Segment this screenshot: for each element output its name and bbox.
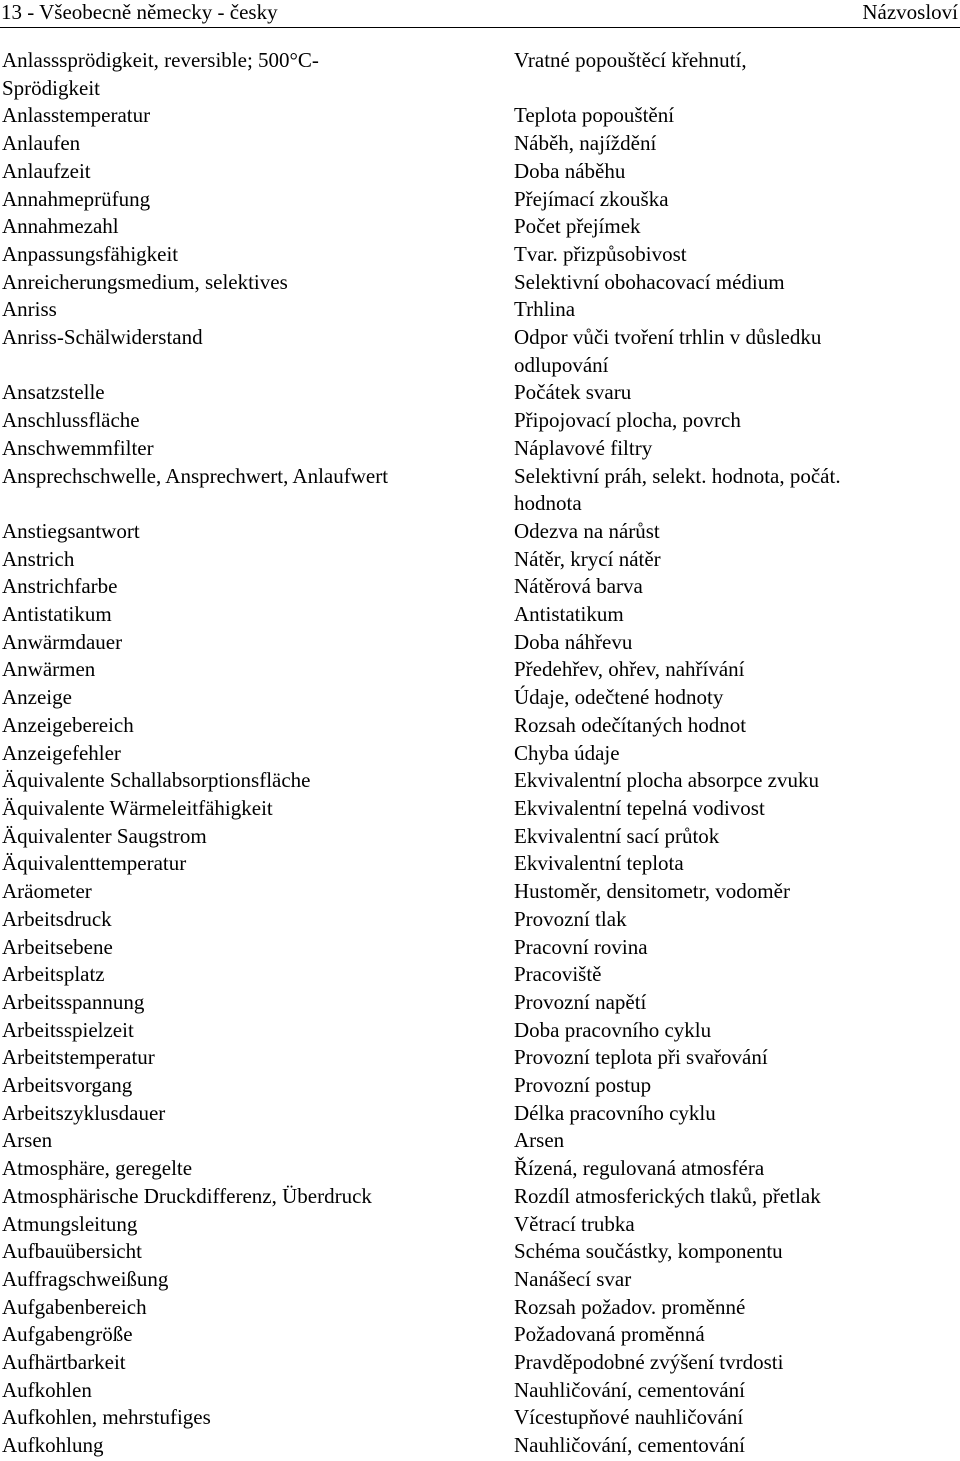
german-term: Anpassungsfähigkeit: [2, 241, 179, 266]
czech-term: Vícestupňové nauhličování: [514, 1405, 744, 1430]
german-term: Ansprechschwelle, Ansprechwert, Anlaufwert: [2, 463, 389, 488]
czech-term: Nauhličování, cementování: [514, 1377, 745, 1402]
german-term: Aufkohlen, mehrstufiges: [2, 1405, 211, 1430]
czech-term: Doba pracovního cyklu: [514, 1017, 712, 1042]
glossary-row: [0, 1404, 960, 1432]
glossary-row: [0, 47, 960, 102]
czech-term: Pracovní rovina: [514, 934, 648, 959]
czech-term: Počátek svaru: [514, 380, 632, 405]
glossary-row: [0, 435, 960, 463]
czech-term: Připojovací plocha, povrch: [514, 408, 741, 433]
german-term: Atmosphäre, geregelte: [2, 1156, 193, 1181]
glossary-row: [0, 878, 960, 906]
czech-term: Pracoviště: [514, 962, 602, 987]
glossary-row: [0, 1266, 960, 1294]
german-term: Atmosphärische Druckdifferenz, Überdruck: [2, 1183, 372, 1208]
glossary-row: [0, 823, 960, 851]
czech-term: Provozní tlak: [514, 906, 627, 931]
glossary-row: [0, 269, 960, 297]
german-term: Arbeitsspielzeit: [2, 1017, 134, 1042]
glossary-row: [0, 463, 960, 518]
czech-term: Rozsah požadov. proměnné: [514, 1294, 746, 1319]
german-term: Anwärmdauer: [2, 629, 123, 654]
czech-term: Provozní teplota při svařování: [514, 1045, 768, 1070]
czech-term: Odpor vůči tvoření trhlin v důsledku odlupování: [514, 325, 822, 377]
german-term: Aräometer: [2, 879, 92, 904]
czech-term: Přejímací zkouška: [514, 186, 669, 211]
czech-term: Údaje, odečtené hodnoty: [514, 685, 724, 710]
german-term: Anstrichfarbe: [2, 574, 118, 599]
czech-term: Chyba údaje: [514, 740, 620, 765]
glossary-row: [0, 241, 960, 269]
glossary-row: [0, 1183, 960, 1211]
czech-term: Počet přejímek: [514, 214, 641, 239]
czech-term: Ekvivalentní sací průtok: [514, 823, 720, 848]
czech-term: Pravděpodobné zvýšení tvrdosti: [514, 1350, 784, 1375]
german-term: Äquivalente Wärmeleitfähigkeit: [2, 795, 273, 820]
czech-term: Rozdíl atmosferických tlaků, přetlak: [514, 1183, 821, 1208]
czech-term: Provozní postup: [514, 1073, 652, 1098]
czech-term: Arsen: [514, 1128, 565, 1153]
glossary-row: [0, 850, 960, 878]
czech-term: Náplavové filtry: [514, 435, 653, 460]
czech-term: Požadovaná proměnná: [514, 1322, 705, 1347]
glossary-row: [0, 1017, 960, 1045]
german-term: Anwärmen: [2, 657, 96, 682]
glossary-row: [0, 629, 960, 657]
czech-term: Tvar. přizpůsobivost: [514, 241, 687, 266]
czech-term: Trhlina: [514, 297, 576, 322]
glossary-row: [0, 1044, 960, 1072]
german-term: Arbeitszyklusdauer: [2, 1100, 166, 1125]
german-term: Anlaufzeit: [2, 158, 91, 183]
glossary-row: [0, 989, 960, 1017]
glossary-row: [0, 1432, 960, 1460]
glossary-row: [0, 601, 960, 629]
glossary-row: [0, 407, 960, 435]
glossary-row: [0, 1072, 960, 1100]
glossary-row: [0, 546, 960, 574]
glossary-row: [0, 684, 960, 712]
german-term: Aufkohlen: [2, 1377, 92, 1402]
german-term: Arbeitstemperatur: [2, 1045, 155, 1070]
glossary-row: [0, 213, 960, 241]
czech-term: Vratné popouštěcí křehnutí,: [514, 48, 747, 72]
german-term: Arbeitsplatz: [2, 962, 105, 987]
german-term: Äquivalente Schallabsorptionsfläche: [2, 768, 311, 793]
czech-term: Provozní napětí: [514, 989, 647, 1014]
czech-term: Schéma součástky, komponentu: [514, 1239, 783, 1264]
czech-term: Řízená, regulovaná atmosféra: [514, 1156, 765, 1181]
german-term: Anreicherungsmedium, selektives: [2, 269, 288, 294]
czech-term: Doba náhřevu: [514, 629, 633, 654]
glossary-row: [0, 158, 960, 186]
czech-term: Nanášecí svar: [514, 1266, 632, 1291]
glossary-row: [0, 1211, 960, 1239]
czech-term: Větrací trubka: [514, 1211, 635, 1236]
german-term: Anriss: [2, 297, 57, 322]
german-term: Anstiegsantwort: [2, 518, 140, 543]
glossary-row: [0, 296, 960, 324]
glossary-row: [0, 961, 960, 989]
german-term: Äquivalenter Saugstrom: [2, 823, 207, 848]
german-term: Arbeitsvorgang: [2, 1073, 133, 1098]
glossary-row: [0, 1321, 960, 1349]
glossary-row: [0, 795, 960, 823]
glossary-row: [0, 1238, 960, 1266]
czech-term: Předehřev, ohřev, nahřívání: [514, 657, 745, 682]
german-term: Anzeigefehler: [2, 740, 121, 765]
page-header-section: Názvosloví: [862, 0, 958, 24]
german-term: Aufgabengröße: [2, 1322, 133, 1347]
glossary-row: [0, 934, 960, 962]
german-term: Anstrich: [2, 546, 75, 571]
czech-term: Antistatikum: [514, 602, 624, 627]
glossary-row: [0, 518, 960, 546]
glossary-row: [0, 1349, 960, 1377]
glossary-row: [0, 740, 960, 768]
german-term: Anlasssprödigkeit, reversible; 500°C- Sprödigkeit: [2, 48, 319, 100]
german-term: Aufkohlung: [2, 1433, 104, 1458]
german-term: Antistatikum: [2, 602, 112, 627]
german-term: Annahmezahl: [2, 214, 119, 239]
glossary-row: [0, 1100, 960, 1128]
glossary-row: [0, 1294, 960, 1322]
glossary-row: [0, 379, 960, 407]
german-term: Arbeitsebene: [2, 934, 113, 959]
czech-term: Selektivní obohacovací médium: [514, 269, 785, 294]
german-term: Aufbauübersicht: [2, 1239, 142, 1264]
german-term: Anlasstemperatur: [2, 103, 151, 128]
glossary-row: [0, 767, 960, 795]
glossary-row: [0, 712, 960, 740]
glossary-row: [0, 324, 960, 379]
german-term: Anzeige: [2, 685, 72, 710]
german-term: Arsen: [2, 1128, 53, 1153]
glossary-row: [0, 102, 960, 130]
czech-term: Délka pracovního cyklu: [514, 1100, 716, 1125]
czech-term: Nátěr, krycí nátěr: [514, 546, 661, 571]
german-term: Anlaufen: [2, 131, 81, 156]
german-term: Anriss-Schälwiderstand: [2, 325, 203, 350]
german-term: Atmungsleitung: [2, 1211, 138, 1236]
page-header-title: 13 - Všeobecně německy - česky: [1, 0, 278, 24]
czech-term: Hustoměr, densitometr, vodoměr: [514, 879, 790, 904]
glossary-row: [0, 656, 960, 684]
german-term: Äquivalenttemperatur: [2, 851, 187, 876]
german-term: Annahmeprüfung: [2, 186, 151, 211]
glossary-row: [0, 1127, 960, 1155]
german-term: Anschwemmfilter: [2, 435, 154, 460]
german-term: Aufhärtbarkeit: [2, 1350, 126, 1375]
glossary-row: [0, 573, 960, 601]
czech-term: Nátěrová barva: [514, 574, 643, 599]
german-term: Ansatzstelle: [2, 380, 105, 405]
glossary-row: [0, 906, 960, 934]
czech-term: Ekvivalentní teplota: [514, 851, 684, 876]
german-term: Auffragschweißung: [2, 1266, 169, 1291]
glossary-row: [0, 130, 960, 158]
czech-term: Ekvivalentní tepelná vodivost: [514, 795, 765, 820]
czech-term: Náběh, najíždění: [514, 131, 657, 156]
german-term: Arbeitsspannung: [2, 989, 145, 1014]
czech-term: Selektivní práh, selekt. hodnota, počát. hodnota: [514, 463, 841, 516]
glossary-row: [0, 1155, 960, 1183]
page-header: [0, 0, 960, 27]
glossary-row: [0, 186, 960, 214]
german-term: Anschlussfläche: [2, 408, 140, 433]
german-term: Arbeitsdruck: [2, 906, 112, 931]
czech-term: Odezva na nárůst: [514, 518, 660, 543]
glossary-row: [0, 1377, 960, 1405]
german-term: Aufgabenbereich: [2, 1294, 147, 1319]
german-term: Anzeigebereich: [2, 712, 134, 737]
czech-term: Teplota popouštění: [514, 103, 675, 128]
glossary-list: [0, 47, 960, 1460]
czech-term: Ekvivalentní plocha absorpce zvuku: [514, 768, 819, 793]
czech-term: Nauhličování, cementování: [514, 1433, 745, 1458]
czech-term: Doba náběhu: [514, 158, 626, 183]
header-divider: [0, 27, 960, 28]
czech-term: Rozsah odečítaných hodnot: [514, 712, 747, 737]
